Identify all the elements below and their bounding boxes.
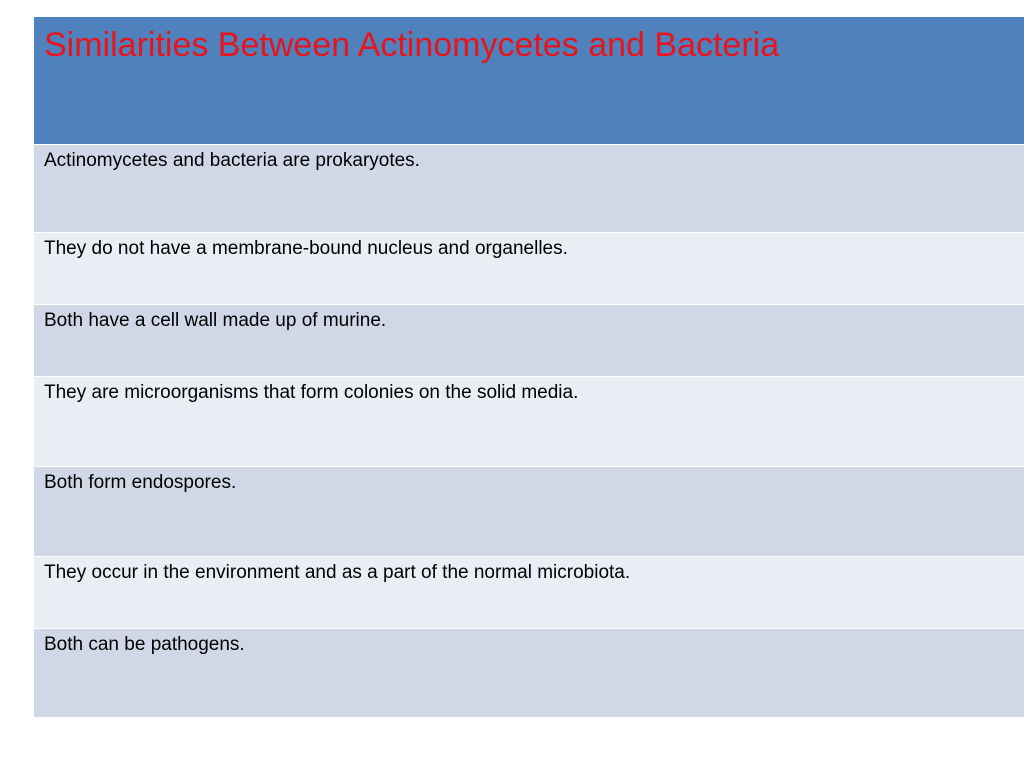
table-row: Both form endospores.	[34, 466, 1024, 556]
table-row: They are microorganisms that form colonies on the solid media.	[34, 376, 1024, 466]
similarities-table	[34, 17, 1024, 717]
table-row: Actinomycetes and bacteria are prokaryotes.	[34, 144, 1024, 232]
table-header	[34, 17, 1024, 144]
table-row: Both can be pathogens.	[34, 628, 1024, 717]
table-row: They do not have a membrane-bound nucleus and organelles.	[34, 232, 1024, 304]
table-row: Both have a cell wall made up of murine.	[34, 304, 1024, 376]
table-row: They occur in the environment and as a part of the normal microbiota.	[34, 556, 1024, 628]
table-title: Similarities Between Actinomycetes and Bacteria	[44, 26, 780, 64]
